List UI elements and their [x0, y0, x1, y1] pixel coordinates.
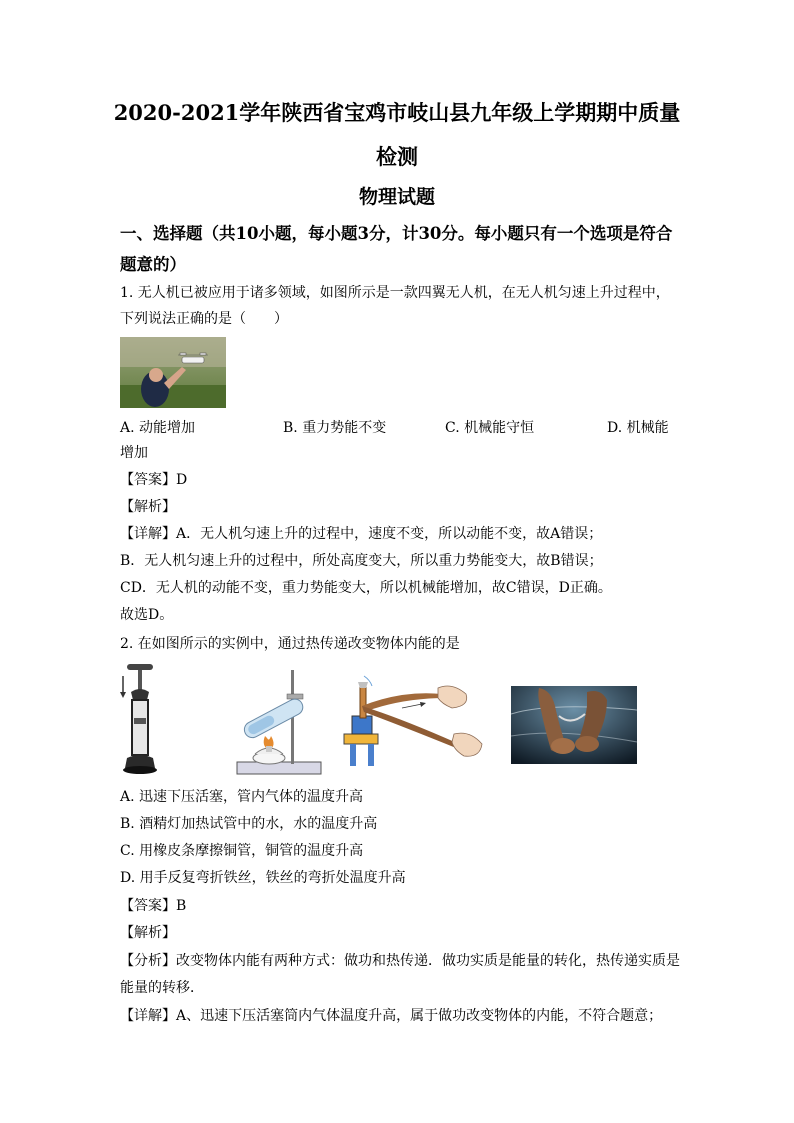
section-heading-line1: 一、选择题（共10小题，每小题3分，计30分。每小题只有一个选项是符合	[120, 224, 673, 243]
q2-option-a: A. 迅速下压活塞，管内气体的温度升高	[120, 789, 364, 805]
alcohol-lamp-figure	[233, 666, 325, 778]
exam-subtitle: 物理试题	[358, 186, 435, 208]
q1-option-b: B. 重力势能不变	[283, 420, 387, 436]
q2-answer: 【答案】B	[120, 898, 187, 914]
q2-option-c: C. 用橡皮条摩擦铜管，铜管的温度升高	[120, 843, 364, 859]
q1-stem-line2: 下列说法正确的是（ ）	[120, 311, 288, 327]
piston-figure	[117, 660, 161, 778]
iron-wire-figure	[511, 686, 637, 764]
q1-stem-line1: 1. 无人机已被应用于诸多领域，如图所示是一款四翼无人机，在无人机匀速上升过程中，	[120, 285, 670, 301]
q2-option-d: D. 用手反复弯折铁丝，铁丝的弯折处温度升高	[120, 870, 406, 886]
q2-detail-line1: 【详解】A、迅速下压活塞筒内气体温度升高，属于做功改变物体的内能，不符合题意；	[120, 1008, 663, 1024]
q2-analysis-label: 【解析】	[120, 925, 176, 941]
q1-answer: 【答案】D	[120, 472, 188, 488]
q1-option-a: A. 动能增加	[120, 420, 196, 436]
section-heading-line2: 题意的）	[120, 255, 186, 274]
copper-tube-figure	[342, 672, 488, 770]
q1-detail-line1: 【详解】A．无人机匀速上升的过程中，速度不变，所以动能不变，故A错误；	[120, 526, 603, 542]
exam-title-line1: 2020-2021学年陕西省宝鸡市岐山县九年级上学期期中质量	[113, 100, 681, 125]
q1-option-d: D. 机械能	[607, 420, 669, 436]
q1-analysis-label: 【解析】	[120, 499, 176, 515]
q1-option-c: C. 机械能守恒	[445, 420, 535, 436]
q2-stem: 2. 在如图所示的实例中，通过热传递改变物体内能的是	[120, 636, 460, 652]
q1-detail-line2: B．无人机匀速上升的过程中，所处高度变大，所以重力势能变大，故B错误；	[120, 553, 603, 569]
q2-analysis-line2: 能量的转移．	[120, 980, 204, 996]
q1-option-d-wrap: 增加	[120, 445, 148, 461]
q2-option-b: B. 酒精灯加热试管中的水，水的温度升高	[120, 816, 378, 832]
q1-detail-line4: 故选D。	[120, 607, 174, 623]
exam-title-line2: 检测	[376, 144, 418, 169]
q2-analysis-line1: 【分析】改变物体内能有两种方式：做功和热传递．做功实质是能量的转化，热传递实质是	[120, 953, 680, 969]
drone-photo	[120, 337, 226, 408]
q1-detail-line3: CD．无人机的动能不变，重力势能变大，所以机械能增加，故C错误，D正确。	[120, 580, 612, 596]
